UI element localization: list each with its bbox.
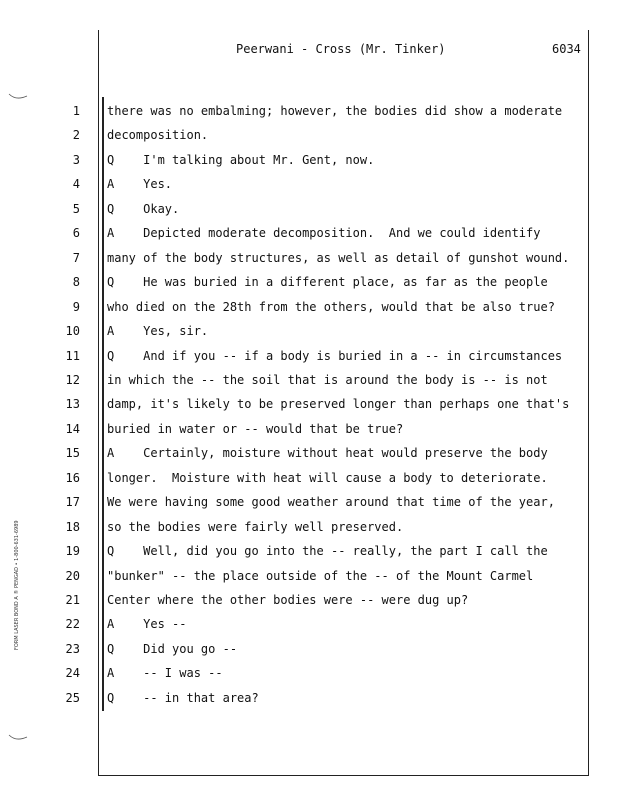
- line-number: 21: [65, 593, 80, 607]
- line-number: 8: [72, 275, 80, 289]
- transcript-line: Q Well, did you go into the -- really, the part I call the: [107, 544, 548, 558]
- line-number: 18: [65, 520, 80, 534]
- transcript-line: so the bodies were fairly well preserved.: [107, 520, 404, 534]
- line-number: 23: [65, 642, 80, 656]
- line-number: 1: [72, 104, 80, 118]
- line-number: 2: [72, 128, 80, 142]
- transcript-line: damp, it's likely to be preserved longer than perhaps one that's: [107, 397, 570, 411]
- line-number: 19: [65, 544, 80, 558]
- transcript-line: Q -- in that area?: [107, 691, 259, 705]
- page-border-bottom: [98, 775, 589, 776]
- transcript-line: there was no embalming; however, the bodies did show a moderate: [107, 104, 563, 118]
- transcript-line: Q I'm talking about Mr. Gent, now.: [107, 153, 375, 167]
- margin-rule: [102, 97, 104, 711]
- transcript-line: who died on the 28th from the others, would that be also true?: [107, 300, 555, 314]
- transcript-line: A Depicted moderate decomposition. And we could identify: [107, 226, 541, 240]
- transcript-line: Q He was buried in a different place, as far as the people: [107, 275, 548, 289]
- line-number: 20: [65, 569, 80, 583]
- transcript-line: A Yes, sir.: [107, 324, 209, 338]
- transcript-line: "bunker" -- the place outside of the -- of the Mount Carmel: [107, 569, 534, 583]
- line-number: 7: [72, 251, 80, 265]
- line-number: 17: [65, 495, 80, 509]
- transcript-line: in which the -- the soil that is around the body is -- is not: [107, 373, 548, 387]
- line-number: 3: [72, 153, 80, 167]
- line-number: 15: [65, 446, 80, 460]
- line-number: 10: [65, 324, 80, 338]
- transcript-line: buried in water or -- would that be true?: [107, 422, 404, 436]
- page-border-left: [98, 30, 99, 775]
- line-number: 16: [65, 471, 80, 485]
- line-number: 5: [72, 202, 80, 216]
- line-number: 24: [65, 666, 80, 680]
- punch-mark-icon: [8, 92, 28, 102]
- line-number: 12: [65, 373, 80, 387]
- header-title: Peerwani - Cross (Mr. Tinker): [236, 42, 446, 56]
- form-side-text: FORM LASER BOND A ® PENGAD • 1-800-631-6989: [14, 520, 20, 650]
- transcript-line: A -- I was --: [107, 666, 223, 680]
- transcript-line: A Yes.: [107, 177, 173, 191]
- line-number: 6: [72, 226, 80, 240]
- transcript-line: Q Did you go --: [107, 642, 238, 656]
- punch-mark-icon: [8, 733, 28, 743]
- line-number: 9: [72, 300, 80, 314]
- transcript-line: Q And if you -- if a body is buried in a -- in circumstances: [107, 349, 563, 363]
- line-number: 4: [72, 177, 80, 191]
- line-number: 13: [65, 397, 80, 411]
- page-border-right: [588, 30, 589, 775]
- transcript-line: longer. Moisture with heat will cause a body to deteriorate.: [107, 471, 548, 485]
- transcript-line: decomposition.: [107, 128, 209, 142]
- line-number: 22: [65, 617, 80, 631]
- transcript-line: Center where the other bodies were -- were dug up?: [107, 593, 469, 607]
- transcript-line: A Certainly, moisture without heat would preserve the body: [107, 446, 548, 460]
- line-number: 11: [65, 349, 80, 363]
- line-number: 14: [65, 422, 80, 436]
- transcript-line: A Yes --: [107, 617, 187, 631]
- transcript-line: many of the body structures, as well as detail of gunshot wound.: [107, 251, 570, 265]
- transcript-line: Q Okay.: [107, 202, 180, 216]
- transcript-line: We were having some good weather around that time of the year,: [107, 495, 555, 509]
- page-number: 6034: [552, 42, 581, 56]
- line-number: 25: [65, 691, 80, 705]
